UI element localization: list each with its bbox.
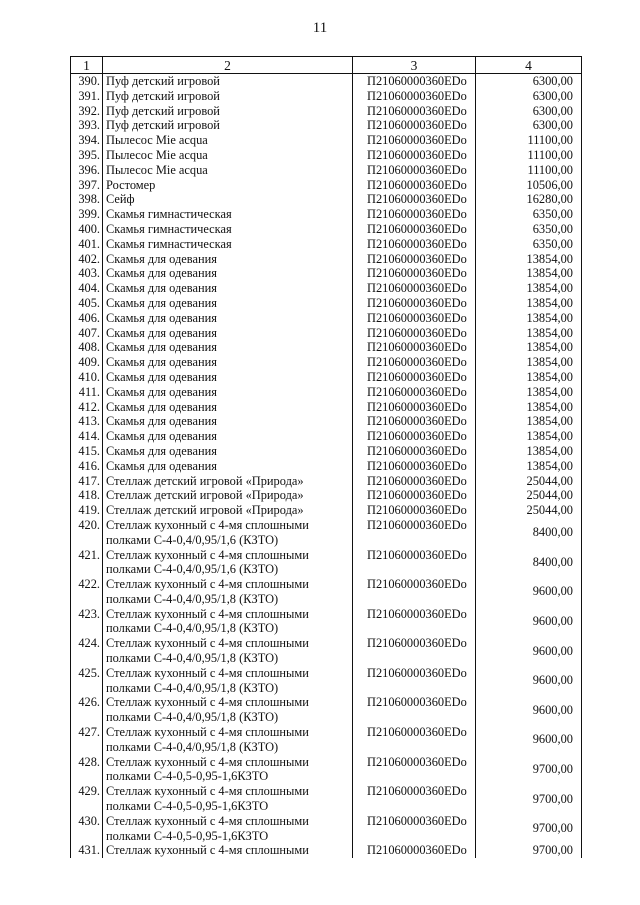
inventory-code: П21060000360EDo (353, 133, 476, 148)
inventory-code: П21060000360EDo (353, 370, 476, 385)
inventory-code: П21060000360EDo (353, 163, 476, 178)
item-price: 9700,00 (476, 843, 582, 858)
table-row (71, 755, 582, 785)
column-header-2: 2 (103, 57, 353, 74)
inventory-code: П21060000360EDo (353, 607, 476, 637)
table-row (71, 326, 582, 341)
item-price: 9700,00 (476, 755, 582, 785)
row-number: 406. (71, 311, 103, 326)
inventory-code: П21060000360EDo (353, 104, 476, 119)
item-price: 6350,00 (476, 207, 582, 222)
row-number: 391. (71, 89, 103, 104)
item-name: Скамья гимнастическая (103, 207, 353, 222)
row-number: 394. (71, 133, 103, 148)
row-number: 424. (71, 636, 103, 666)
item-name-line-2: полками С-4-0,5-0,95-1,6КЗТО (106, 799, 269, 814)
inventory-code: П21060000360EDo (353, 843, 476, 858)
item-name: Скамья для одевания (103, 459, 353, 474)
table-row (71, 207, 582, 222)
table-row (71, 474, 582, 489)
item-name-line-1: Стеллаж кухонный с 4-мя сплошными (106, 695, 309, 710)
row-number: 430. (71, 814, 103, 844)
inventory-code: П21060000360EDo (353, 340, 476, 355)
item-name-line-2: полками С-4-0,4/0,95/1,8 (КЗТО) (106, 739, 279, 754)
item-price: 11100,00 (476, 148, 582, 163)
item-name-line-2: полками С-4-0,4/0,95/1,8 (КЗТО) (106, 591, 279, 606)
table-row (71, 311, 582, 326)
inventory-code: П21060000360EDo (353, 207, 476, 222)
row-number: 420. (71, 518, 103, 548)
table-row (71, 340, 582, 355)
table-row (71, 385, 582, 400)
item-name: Скамья для одевания (103, 429, 353, 444)
item-price: 9700,00 (476, 814, 582, 844)
inventory-code: П21060000360EDo (353, 400, 476, 415)
table-header-row (71, 57, 582, 74)
item-name (103, 755, 353, 785)
item-price: 13854,00 (476, 459, 582, 474)
row-number: 415. (71, 444, 103, 459)
item-name-line-2: полками С-4-0,4/0,95/1,8 (КЗТО) (106, 680, 279, 695)
inventory-code: П21060000360EDo (353, 474, 476, 489)
table-row (71, 636, 582, 666)
item-name: Скамья для одевания (103, 281, 353, 296)
row-number: 425. (71, 666, 103, 696)
row-number: 410. (71, 370, 103, 385)
inventory-code: П21060000360EDo (353, 252, 476, 267)
inventory-code: П21060000360EDo (353, 118, 476, 133)
inventory-code: П21060000360EDo (353, 192, 476, 207)
table-row (71, 163, 582, 178)
table-row (71, 252, 582, 267)
table-row (71, 355, 582, 370)
item-price: 25044,00 (476, 474, 582, 489)
item-name (103, 607, 353, 637)
item-name-line-2: полками С-4-0,5-0,95-1,6КЗТО (106, 769, 269, 784)
item-name: Скамья для одевания (103, 355, 353, 370)
item-price: 13854,00 (476, 444, 582, 459)
item-price: 6300,00 (476, 118, 582, 133)
inventory-code: П21060000360EDo (353, 178, 476, 193)
inventory-code: П21060000360EDo (353, 814, 476, 844)
row-number: 393. (71, 118, 103, 133)
inventory-code: П21060000360EDo (353, 385, 476, 400)
table-row (71, 666, 582, 696)
row-number: 408. (71, 340, 103, 355)
item-name: Скамья для одевания (103, 385, 353, 400)
inventory-code: П21060000360EDo (353, 222, 476, 237)
item-price: 13854,00 (476, 385, 582, 400)
inventory-code: П21060000360EDo (353, 725, 476, 755)
item-name: Скамья гимнастическая (103, 237, 353, 252)
row-number: 402. (71, 252, 103, 267)
item-name: Пуф детский игровой (103, 89, 353, 104)
item-price: 13854,00 (476, 252, 582, 267)
inventory-code: П21060000360EDo (353, 89, 476, 104)
item-name-line-2: полками С-4-0,4/0,95/1,8 (КЗТО) (106, 651, 279, 666)
item-name-line-1: Стеллаж кухонный с 4-мя сплошными (106, 517, 309, 532)
inventory-table (70, 56, 582, 858)
row-number: 397. (71, 178, 103, 193)
table-row (71, 237, 582, 252)
item-name-line-2: полками С-4-0,4/0,95/1,8 (КЗТО) (106, 621, 279, 636)
item-name: Скамья для одевания (103, 311, 353, 326)
item-price: 9600,00 (476, 577, 582, 607)
item-price: 9600,00 (476, 607, 582, 637)
table-row (71, 74, 582, 89)
item-price: 6300,00 (476, 74, 582, 89)
item-name (103, 784, 353, 814)
table-row (71, 370, 582, 385)
item-price: 8400,00 (476, 548, 582, 578)
column-header-3: 3 (353, 57, 476, 74)
row-number: 404. (71, 281, 103, 296)
inventory-code: П21060000360EDo (353, 355, 476, 370)
item-price: 6300,00 (476, 89, 582, 104)
item-price: 9700,00 (476, 784, 582, 814)
item-name-line-1: Стеллаж кухонный с 4-мя сплошными (106, 577, 309, 592)
inventory-code: П21060000360EDo (353, 459, 476, 474)
inventory-code: П21060000360EDo (353, 74, 476, 89)
item-price: 13854,00 (476, 414, 582, 429)
item-price: 13854,00 (476, 429, 582, 444)
column-header-4: 4 (476, 57, 582, 74)
item-name (103, 666, 353, 696)
row-number: 401. (71, 237, 103, 252)
row-number: 395. (71, 148, 103, 163)
inventory-code: П21060000360EDo (353, 755, 476, 785)
item-price: 11100,00 (476, 163, 582, 178)
inventory-code: П21060000360EDo (353, 281, 476, 296)
table-row (71, 607, 582, 637)
table-row (71, 459, 582, 474)
item-name (103, 548, 353, 578)
inventory-code: П21060000360EDo (353, 414, 476, 429)
item-name: Пылесос Mie acqua (103, 133, 353, 148)
row-number: 409. (71, 355, 103, 370)
item-name (103, 518, 353, 548)
item-price: 8400,00 (476, 518, 582, 548)
item-name: Стеллаж детский игровой «Природа» (103, 488, 353, 503)
table-row (71, 266, 582, 281)
item-price: 10506,00 (476, 178, 582, 193)
table-row (71, 148, 582, 163)
table-row (71, 488, 582, 503)
table-row (71, 296, 582, 311)
item-price: 13854,00 (476, 370, 582, 385)
item-price: 6350,00 (476, 237, 582, 252)
item-name: Пуф детский игровой (103, 74, 353, 89)
item-name: Скамья для одевания (103, 296, 353, 311)
item-price: 9600,00 (476, 695, 582, 725)
inventory-code: П21060000360EDo (353, 636, 476, 666)
row-number: 412. (71, 400, 103, 415)
inventory-code: П21060000360EDo (353, 444, 476, 459)
item-name (103, 814, 353, 844)
table-row (71, 133, 582, 148)
item-name-line-1: Стеллаж кухонный с 4-мя сплошными (106, 547, 309, 562)
inventory-code: П21060000360EDo (353, 311, 476, 326)
table-row (71, 222, 582, 237)
item-name-line-2: полками С-4-0,4/0,95/1,6 (КЗТО) (106, 532, 279, 547)
row-number: 414. (71, 429, 103, 444)
table-row (71, 503, 582, 518)
item-name-line-1: Стеллаж кухонный с 4-мя сплошными (106, 784, 309, 799)
row-number: 411. (71, 385, 103, 400)
table-row (71, 695, 582, 725)
inventory-code: П21060000360EDo (353, 429, 476, 444)
item-name: Стеллаж детский игровой «Природа» (103, 474, 353, 489)
table-body (71, 74, 582, 859)
table-row (71, 192, 582, 207)
table-row (71, 725, 582, 755)
item-name (103, 695, 353, 725)
inventory-code: П21060000360EDo (353, 296, 476, 311)
table-row (71, 400, 582, 415)
item-name: Скамья для одевания (103, 370, 353, 385)
item-name-line-1: Стеллаж кухонный с 4-мя сплошными (106, 665, 309, 680)
table-row (71, 104, 582, 119)
item-price: 9600,00 (476, 725, 582, 755)
table-row (71, 784, 582, 814)
row-number: 421. (71, 548, 103, 578)
table-row (71, 414, 582, 429)
item-name (103, 636, 353, 666)
table-row (71, 518, 582, 548)
row-number: 431. (71, 843, 103, 858)
row-number: 416. (71, 459, 103, 474)
row-number: 407. (71, 326, 103, 341)
row-number: 417. (71, 474, 103, 489)
inventory-code: П21060000360EDo (353, 488, 476, 503)
item-price: 13854,00 (476, 296, 582, 311)
row-number: 427. (71, 725, 103, 755)
row-number: 418. (71, 488, 103, 503)
item-price: 16280,00 (476, 192, 582, 207)
item-name: Скамья для одевания (103, 340, 353, 355)
table-row (71, 814, 582, 844)
row-number: 396. (71, 163, 103, 178)
item-name: Стеллаж детский игровой «Природа» (103, 503, 353, 518)
row-number: 428. (71, 755, 103, 785)
row-number: 405. (71, 296, 103, 311)
column-header-1: 1 (71, 57, 103, 74)
item-name-line-1: Стеллаж кухонный с 4-мя сплошными (106, 725, 309, 740)
inventory-code: П21060000360EDo (353, 237, 476, 252)
item-name-line-2: полками С-4-0,4/0,95/1,8 (КЗТО) (106, 710, 279, 725)
item-name (103, 725, 353, 755)
item-price: 13854,00 (476, 311, 582, 326)
row-number: 403. (71, 266, 103, 281)
item-price: 25044,00 (476, 503, 582, 518)
row-number: 419. (71, 503, 103, 518)
item-name: Ростомер (103, 178, 353, 193)
table-row (71, 178, 582, 193)
item-name: Скамья для одевания (103, 414, 353, 429)
item-name (103, 577, 353, 607)
item-price: 6350,00 (476, 222, 582, 237)
inventory-code: П21060000360EDo (353, 148, 476, 163)
inventory-code: П21060000360EDo (353, 666, 476, 696)
item-name: Стеллаж кухонный с 4-мя сплошными (103, 843, 353, 858)
row-number: 390. (71, 74, 103, 89)
item-name: Пылесос Mie acqua (103, 163, 353, 178)
item-name: Скамья для одевания (103, 266, 353, 281)
row-number: 398. (71, 192, 103, 207)
table-row (71, 843, 582, 858)
table-row (71, 281, 582, 296)
row-number: 392. (71, 104, 103, 119)
inventory-code: П21060000360EDo (353, 503, 476, 518)
item-price: 13854,00 (476, 326, 582, 341)
inventory-code: П21060000360EDo (353, 266, 476, 281)
inventory-code: П21060000360EDo (353, 695, 476, 725)
row-number: 400. (71, 222, 103, 237)
item-name-line-2: полками С-4-0,5-0,95-1,6КЗТО (106, 828, 269, 843)
item-name: Сейф (103, 192, 353, 207)
item-price: 13854,00 (476, 266, 582, 281)
row-number: 422. (71, 577, 103, 607)
item-name: Скамья гимнастическая (103, 222, 353, 237)
item-name: Скамья для одевания (103, 252, 353, 267)
table-row (71, 118, 582, 133)
table-row (71, 89, 582, 104)
item-name-line-1: Стеллаж кухонный с 4-мя сплошными (106, 606, 309, 621)
item-name: Пылесос Mie acqua (103, 148, 353, 163)
row-number: 429. (71, 784, 103, 814)
item-name-line-2: полками С-4-0,4/0,95/1,6 (КЗТО) (106, 562, 279, 577)
row-number: 426. (71, 695, 103, 725)
item-name-line-1: Стеллаж кухонный с 4-мя сплошными (106, 813, 309, 828)
item-price: 9600,00 (476, 636, 582, 666)
item-price: 13854,00 (476, 340, 582, 355)
item-price: 13854,00 (476, 400, 582, 415)
item-name-line-1: Стеллаж кухонный с 4-мя сплошными (106, 754, 309, 769)
inventory-code: П21060000360EDo (353, 784, 476, 814)
row-number: 423. (71, 607, 103, 637)
item-price: 6300,00 (476, 104, 582, 119)
item-name-line-1: Стеллаж кухонный с 4-мя сплошными (106, 636, 309, 651)
inventory-code: П21060000360EDo (353, 518, 476, 548)
inventory-code: П21060000360EDo (353, 326, 476, 341)
table-row (71, 577, 582, 607)
inventory-code: П21060000360EDo (353, 548, 476, 578)
table-row (71, 429, 582, 444)
item-price: 9600,00 (476, 666, 582, 696)
item-name: Пуф детский игровой (103, 104, 353, 119)
row-number: 399. (71, 207, 103, 222)
item-name: Пуф детский игровой (103, 118, 353, 133)
item-price: 11100,00 (476, 133, 582, 148)
item-name: Скамья для одевания (103, 400, 353, 415)
item-price: 13854,00 (476, 281, 582, 296)
page-number: 11 (312, 20, 328, 36)
item-name: Скамья для одевания (103, 326, 353, 341)
item-name: Скамья для одевания (103, 444, 353, 459)
inventory-code: П21060000360EDo (353, 577, 476, 607)
item-price: 13854,00 (476, 355, 582, 370)
table-row (71, 548, 582, 578)
table-row (71, 444, 582, 459)
row-number: 413. (71, 414, 103, 429)
item-price: 25044,00 (476, 488, 582, 503)
